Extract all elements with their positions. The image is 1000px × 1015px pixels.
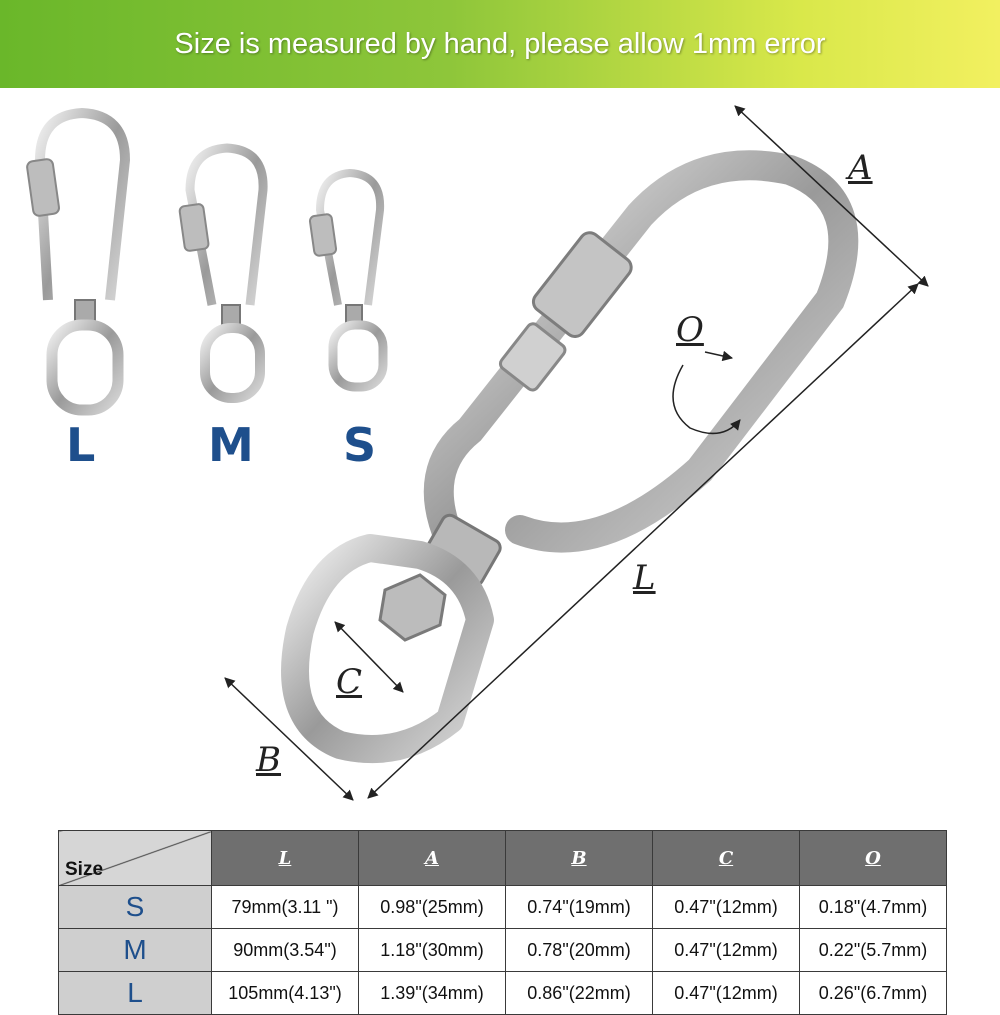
column-header-b: B: [506, 831, 653, 886]
dimension-label-l: L: [633, 558, 656, 598]
header-banner: [0, 0, 1000, 88]
table-row: [59, 972, 947, 1015]
table-cell: 0.98"(25mm): [359, 886, 506, 929]
table-cell: 1.18"(30mm): [359, 929, 506, 972]
table-cell: 105mm(4.13"): [212, 972, 359, 1015]
product-illustration: [0, 88, 1000, 818]
dimension-label-o: O: [676, 310, 704, 350]
column-header-c: C: [653, 831, 800, 886]
table-row: [59, 886, 947, 929]
table-cell: 90mm(3.54"): [212, 929, 359, 972]
table-cell: 0.22"(5.7mm): [800, 929, 947, 972]
table-cell: 0.26"(6.7mm): [800, 972, 947, 1015]
banner-text: Size is measured by hand, please allow 1mm error: [174, 27, 826, 60]
carabiner-medium-icon: [179, 148, 263, 398]
size-label-small: S: [343, 418, 377, 472]
table-row: [59, 929, 947, 972]
column-header-a: A: [359, 831, 506, 886]
table-corner-size: Size: [59, 831, 212, 886]
row-size-label: L: [59, 972, 212, 1015]
row-size-label: S: [59, 886, 212, 929]
carabiner-large-icon: [26, 113, 125, 410]
size-label-medium: M: [208, 418, 254, 472]
table-cell: 1.39"(34mm): [359, 972, 506, 1015]
dimension-label-b: B: [256, 740, 281, 780]
table-cell: 0.47"(12mm): [653, 972, 800, 1015]
table-cell: 0.78"(20mm): [506, 929, 653, 972]
column-header-o: O: [800, 831, 947, 886]
table-cell: 0.86"(22mm): [506, 972, 653, 1015]
table-cell: 0.47"(12mm): [653, 929, 800, 972]
table-cell: 0.18"(4.7mm): [800, 886, 947, 929]
carabiner-small-icon: [309, 173, 383, 387]
table-cell: 0.47"(12mm): [653, 886, 800, 929]
row-size-label: M: [59, 929, 212, 972]
size-spec-table: [58, 830, 947, 1015]
dimension-label-a: A: [848, 148, 873, 188]
table-cell: 0.74"(19mm): [506, 886, 653, 929]
table-header-row: [59, 831, 947, 886]
column-header-l: L: [212, 831, 359, 886]
dimension-label-c: C: [336, 662, 363, 702]
size-label-large: L: [66, 418, 96, 472]
table-cell: 79mm(3.11 "): [212, 886, 359, 929]
